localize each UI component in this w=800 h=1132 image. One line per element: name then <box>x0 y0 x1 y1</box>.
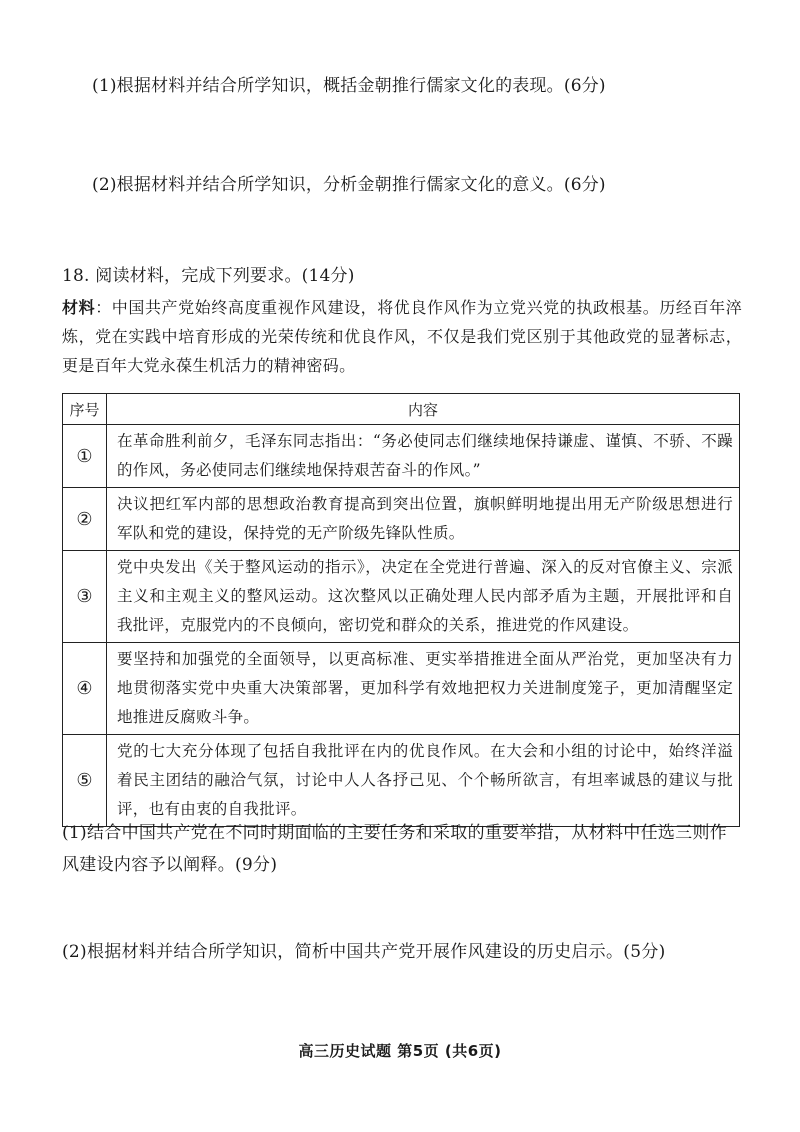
material-label: 材料 <box>62 298 96 317</box>
row-content: 要坚持和加强党的全面领导，以更高标准、更实举措推进全面从严治党，更加坚决有力地贯彻落实党中央重大决策部署，更加科学有效地把权力关进制度笼子，更加清醒坚定地推进反腐败斗争。 <box>107 643 740 735</box>
row-index: ② <box>63 488 107 551</box>
table-row <box>63 488 740 551</box>
header-index: 序号 <box>63 394 107 425</box>
row-index: ③ <box>63 551 107 643</box>
row-content: 决议把红军内部的思想政治教育提高到突出位置，旗帜鲜明地提出用无产阶级思想进行军队和党的建设，保持党的无产阶级先锋队性质。 <box>107 488 740 551</box>
q18-heading: 18. 阅读材料，完成下列要求。(14分) <box>62 266 355 286</box>
row-content: 党中央发出《关于整风运动的指示》，决定在全党进行普遍、深入的反对官僚主义、宗派主义和主观主义的整风运动。这次整风以正确处理人民内部矛盾为主题，开展批评和自我批评，克服党内的不良倾向，密切党和群众的关系，推进党的作风建设。 <box>107 551 740 643</box>
header-content: 内容 <box>107 394 740 425</box>
table-row <box>63 551 740 643</box>
row-index: ① <box>63 425 107 488</box>
table-row <box>63 643 740 735</box>
content-table <box>62 393 740 827</box>
q18-sub1: (1)结合中国共产党在不同时期面临的主要任务和采取的重要举措，从材料中任选三则作风建设内容予以阐释。(9分) <box>62 823 728 875</box>
page-footer: 高三历史试题 第5页 (共6页) <box>298 1042 502 1060</box>
q18-sub2: (2)根据材料并结合所学知识，简析中国共产党开展作风建设的历史启示。(5分) <box>62 942 666 962</box>
q17-sub1: (1)根据材料并结合所学知识，概括金朝推行儒家文化的表现。(6分) <box>92 76 606 96</box>
q17-sub2: (2)根据材料并结合所学知识，分析金朝推行儒家文化的意义。(6分) <box>92 175 606 195</box>
row-content: 在革命胜利前夕，毛泽东同志指出：“务必使同志们继续地保持谦虚、谨慎、不骄、不躁的作风，务必使同志们继续地保持艰苦奋斗的作风。” <box>107 425 740 488</box>
row-index: ⑤ <box>63 735 107 827</box>
material-text: ：中国共产党始终高度重视作风建设，将优良作风作为立党兴党的执政根基。历经百年淬炼，党在实践中培育形成的光荣传统和优良作风，不仅是我们党区别于其他政党的显著标志，更是百年大党永葆生机活力的精神密码。 <box>62 298 742 375</box>
table-header-row <box>63 394 740 425</box>
row-index: ④ <box>63 643 107 735</box>
row-content: 党的七大充分体现了包括自我批评在内的优良作风。在大会和小组的讨论中，始终洋溢着民主团结的融洽气氛，讨论中人人各抒己见、个个畅所欲言，有坦率诚恳的建议与批评，也有由衷的自我批评。 <box>107 735 740 827</box>
q18-material <box>62 293 742 380</box>
table-row <box>63 425 740 488</box>
table-row <box>63 735 740 827</box>
